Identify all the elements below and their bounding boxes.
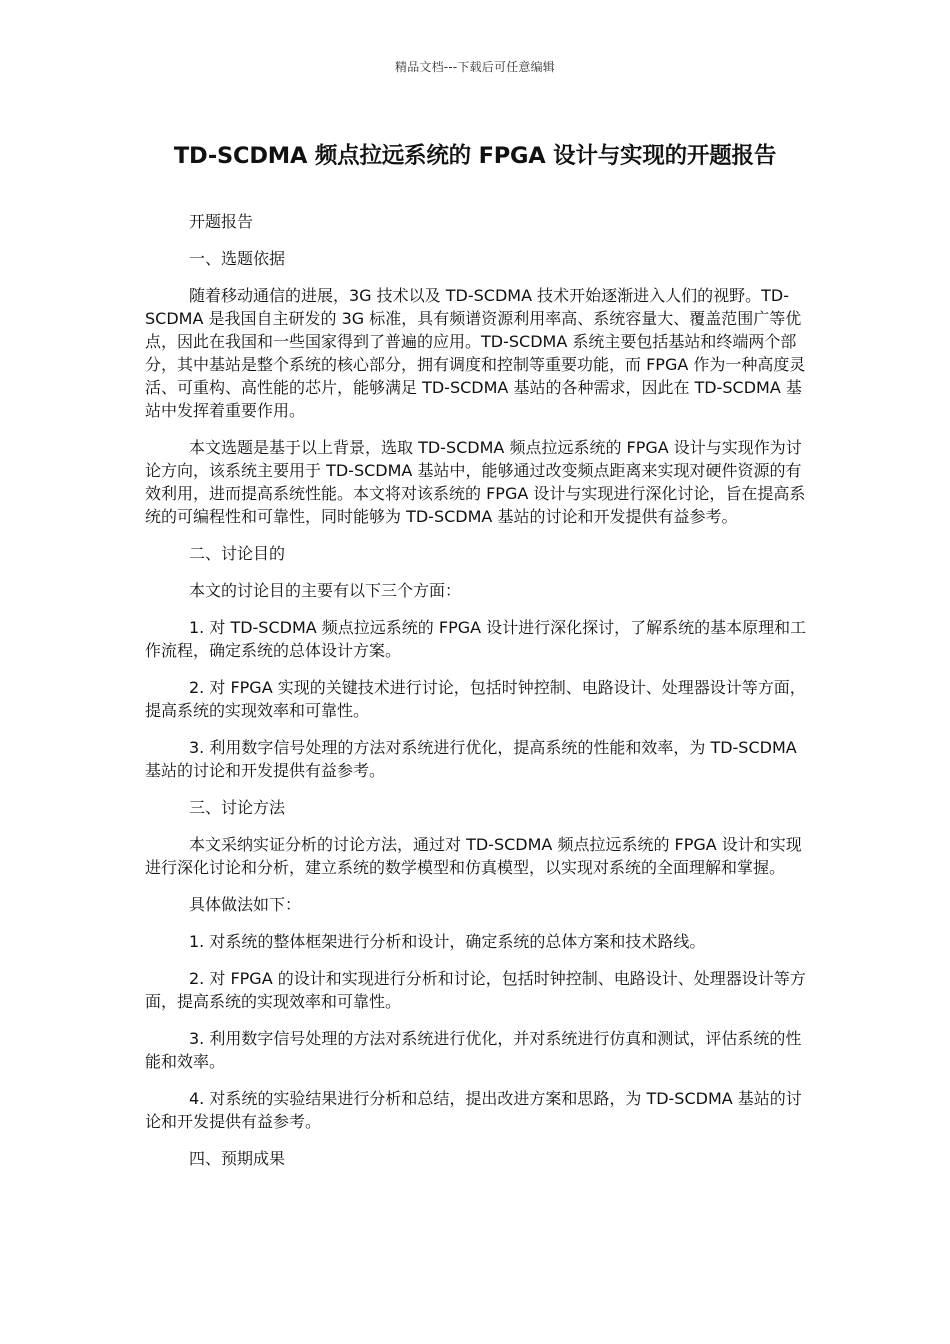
section-heading-2: 二、讨论目的 (189, 544, 286, 563)
document-title: TD-SCDMA 频点拉远系统的 FPGA 设计与实现的开题报告 (173, 143, 777, 169)
list-item: 2. 对 FPGA 实现的关键技术进行讨论，包括时钟控制、电路设计、处理器设计等方面，提高系统的实现效率和可靠性。 (145, 678, 806, 720)
paragraph: 随着移动通信的进展，3G 技术以及 TD-SCDMA 技术开始逐渐进入人们的视野。TD-SCDMA 是我国自主研发的 3G 标准，具有频谱资源利用率高、系统容量大、覆盖范围广等优点，因此在我国和一些国家得到了普遍的应用。TD-SCDMA 系统主要包括基站和终端两个部分，其中基站是整个系统的核心部分，拥有调度和控制等重要功能，而 FPGA 作为一种高度灵活、可重构、高性能的芯片，能够满足 TD-SCDMA 基站的各种需求，因此在 TD-SCDMA 基站中发挥着重要作用。 (145, 286, 806, 420)
section-heading-3: 三、讨论方法 (189, 798, 286, 817)
list-item: 3. 利用数字信号处理的方法对系统进行优化，提高系统的性能和效率，为 TD-SCDMA 基站的讨论和开发提供有益参考。 (145, 738, 797, 780)
paragraph: 具体做法如下： (189, 895, 302, 914)
document-body (145, 210, 807, 1184)
paragraph: 本文的讨论目的主要有以下三个方面： (189, 581, 462, 600)
list-item: 1. 对系统的整体框架进行分析和设计，确定系统的总体方案和技术路线。 (189, 932, 706, 951)
page-header: 精品文档---下载后可任意编辑 (395, 60, 555, 74)
list-item: 4. 对系统的实验结果进行分析和总结，提出改进方案和思路，为 TD-SCDMA 基站的讨论和开发提供有益参考。 (145, 1089, 802, 1131)
paragraph: 本文选题是基于以上背景，选取 TD-SCDMA 频点拉远系统的 FPGA 设计与实现作为讨论方向，该系统主要用于 TD-SCDMA 基站中，能够通过改变频点距离来实现对硬件资源的有效利用，进而提高系统性能。本文将对该系统的 FPGA 设计与实现进行深化讨论，旨在提高系统的可编程性和可靠性，同时能够为 TD-SCDMA 基站的讨论和开发提供有益参考。 (145, 438, 806, 526)
list-item: 1. 对 TD-SCDMA 频点拉远系统的 FPGA 设计进行深化探讨，了解系统的基本原理和工作流程，确定系统的总体设计方案。 (145, 618, 807, 660)
list-item: 2. 对 FPGA 的设计和实现进行分析和讨论，包括时钟控制、电路设计、处理器设计等方面，提高系统的实现效率和可靠性。 (145, 969, 806, 1011)
paragraph: 本文采纳实证分析的讨论方法，通过对 TD-SCDMA 频点拉远系统的 FPGA 设计和实现进行深化讨论和分析，建立系统的数学模型和仿真模型，以实现对系统的全面理解和掌握。 (145, 835, 802, 877)
section-label-report: 开题报告 (189, 212, 254, 231)
list-item: 3. 利用数字信号处理的方法对系统进行优化，并对系统进行仿真和测试，评估系统的性能和效率。 (145, 1029, 802, 1071)
section-heading-1: 一、选题依据 (189, 249, 286, 268)
section-heading-4: 四、预期成果 (189, 1149, 286, 1168)
